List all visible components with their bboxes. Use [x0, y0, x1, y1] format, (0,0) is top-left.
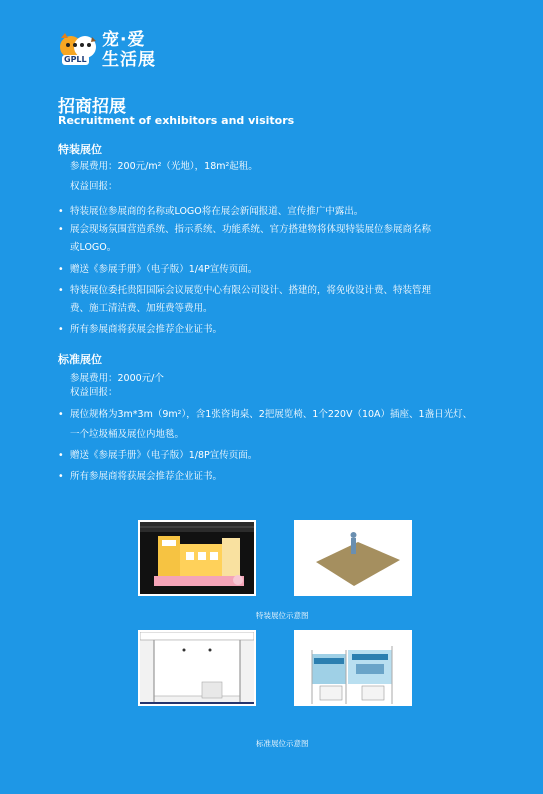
logo: [58, 30, 168, 74]
raw-space-render: [296, 522, 410, 594]
logo-mark: GPLL: [64, 55, 87, 64]
standard-bullet-3: 所有参展商将获展会推荐企业证书。: [70, 471, 223, 482]
special-booth-caption: 特装展位示意图: [256, 611, 309, 620]
bullet-marker: •: [58, 285, 64, 296]
special-booth-fee: 参展费用：200元/m²（光地），18m²起租。: [70, 161, 258, 172]
logo-name-line2: 生活展: [102, 50, 156, 70]
special-bullet-4-cont: 费、施工清洁费、加班费等费用。: [70, 303, 213, 314]
bullet-marker: •: [58, 224, 64, 235]
standard-booth-caption: 标准展位示意图: [256, 739, 309, 748]
special-booth-image-2: [294, 520, 412, 596]
standard-booth-title: 标准展位: [58, 353, 102, 366]
special-booth-title: 特装展位: [58, 143, 102, 156]
bullet-marker: •: [58, 409, 64, 420]
special-bullet-4: 特装展位委托贵阳国际会议展览中心有限公司设计、搭建的，将免收设计费、特装管理: [70, 285, 432, 296]
standard-booth-rights-label: 权益回报：: [70, 387, 118, 398]
special-booth-rights-label: 权益回报：: [70, 181, 118, 192]
special-booth-render: [140, 522, 254, 594]
bullet-marker: •: [58, 206, 64, 217]
page-title: 招商招展: [58, 97, 126, 117]
standard-booth-row-render: [296, 632, 410, 706]
special-bullet-1: 特装展位参展商的名称或LOGO将在展会新闻报道、宣传推广中露出。: [70, 206, 364, 217]
standard-booth-render: [140, 632, 254, 706]
standard-booth-image-2: [294, 630, 412, 706]
logo-name-line1: 宠·爱: [102, 30, 146, 50]
special-bullet-3: 赠送《参展手册》（电子版）1/4P宣传页面。: [70, 264, 258, 275]
bullet-marker: •: [58, 324, 64, 335]
page-subtitle: Recruitment of exhibitors and visitors: [58, 114, 295, 127]
standard-bullet-2: 赠送《参展手册》（电子版）1/8P宣传页面。: [70, 450, 258, 461]
special-bullet-2: 展会现场氛围营造系统、指示系统、功能系统、官方搭建物将体现特装展位参展商名称: [70, 224, 432, 235]
standard-booth-image-1: [138, 630, 256, 706]
bullet-marker: •: [58, 450, 64, 461]
standard-bullet-1: 展位规格为3m*3m（9m²），含1张咨询桌、2把展览椅、1个220V（10A）插座、1盏日光灯、: [70, 409, 473, 420]
bullet-marker: •: [58, 471, 64, 482]
special-booth-image-1: [138, 520, 256, 596]
standard-booth-fee: 参展费用：2000元/个: [70, 373, 164, 384]
special-bullet-5: 所有参展商将获展会推荐企业证书。: [70, 324, 223, 335]
special-bullet-2-cont: 或LOGO。: [70, 242, 117, 253]
standard-bullet-1-cont: 一个垃圾桶及展位内地毯。: [70, 429, 185, 440]
bullet-marker: •: [58, 264, 64, 275]
logo-brand: [102, 30, 156, 70]
